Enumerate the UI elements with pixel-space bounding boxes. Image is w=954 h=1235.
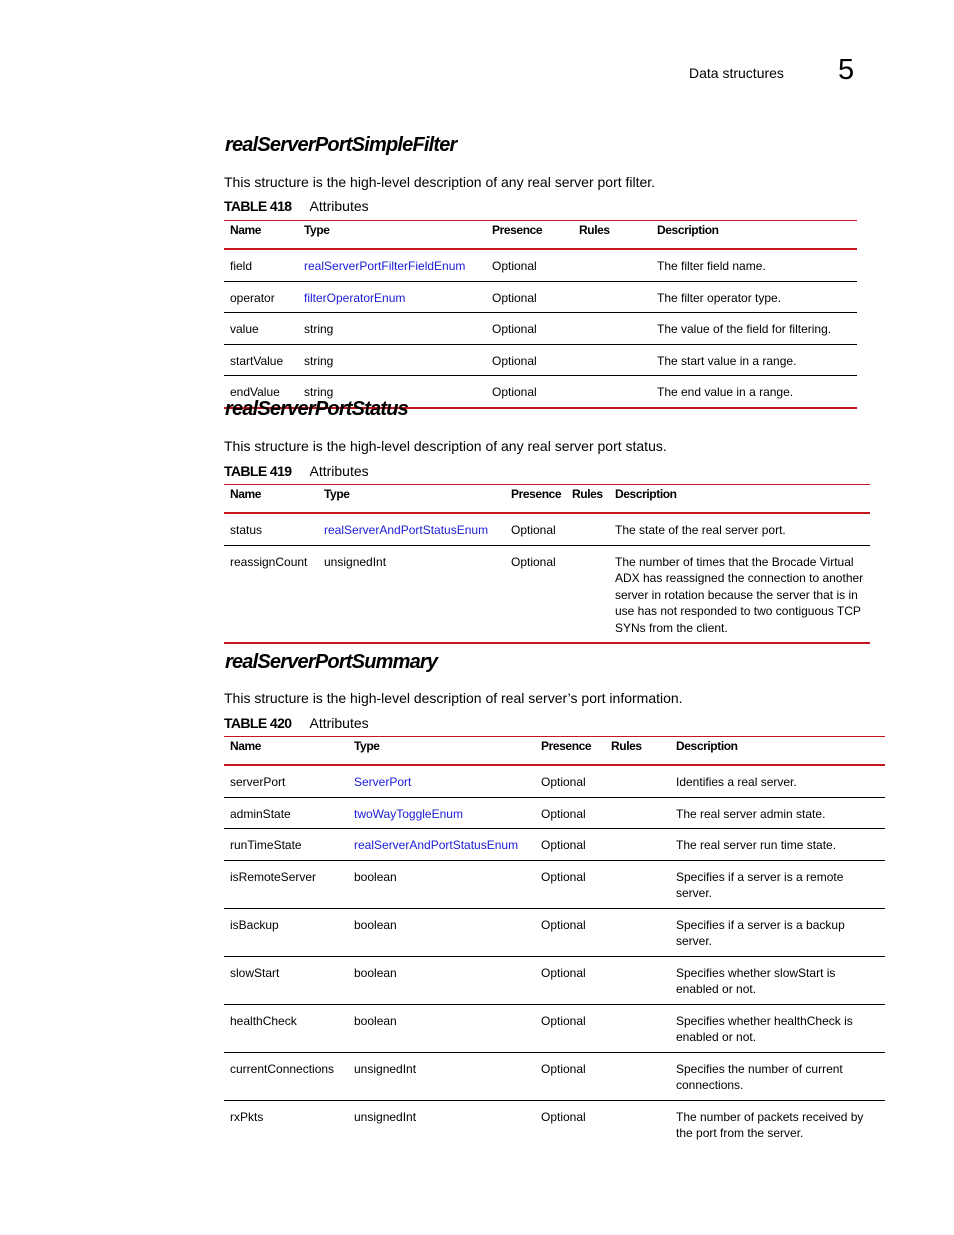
table-row (224, 1052, 885, 1100)
cell-name: value (224, 313, 298, 345)
cell-type[interactable]: ServerPort (348, 765, 535, 797)
cell-description: The end value in a range. (651, 376, 857, 408)
cell-name: field (224, 249, 298, 281)
cell-type[interactable]: filterOperatorEnum (298, 281, 486, 313)
cell-type[interactable]: realServerPortFilterFieldEnum (298, 249, 486, 281)
cell-description: The number of times that the Brocade Virtual ADX has reassigned the connection to another server in rotation because the server that is in use has not responded to two contiguous TCP SYNs from the client. (609, 545, 870, 643)
column-header-name: Name (224, 221, 298, 250)
cell-presence: Optional (486, 376, 573, 408)
table-row (224, 344, 857, 376)
cell-description: Specifies if a server is a remote server. (670, 860, 885, 908)
cell-presence: Optional (535, 829, 605, 861)
cell-type[interactable]: realServerAndPortStatusEnum (318, 513, 505, 545)
cell-presence: Optional (535, 1004, 605, 1052)
cell-name: startValue (224, 344, 298, 376)
cell-rules (605, 1100, 670, 1148)
column-header-type: Type (348, 737, 535, 766)
table-row (224, 956, 885, 1004)
cell-type[interactable]: realServerAndPortStatusEnum (348, 829, 535, 861)
cell-rules (573, 249, 651, 281)
cell-type: string (298, 313, 486, 345)
cell-presence: Optional (535, 765, 605, 797)
cell-rules (573, 281, 651, 313)
chapter-number: 5 (838, 54, 855, 86)
column-header-type: Type (298, 221, 486, 250)
cell-presence: Optional (486, 281, 573, 313)
cell-rules (605, 860, 670, 908)
cell-type: unsignedInt (348, 1052, 535, 1100)
cell-name: adminState (224, 797, 348, 829)
cell-name: slowStart (224, 956, 348, 1004)
column-header-name: Name (224, 485, 318, 514)
cell-description: The state of the real server port. (609, 513, 870, 545)
column-header-rules: Rules (566, 485, 609, 514)
cell-rules (605, 908, 670, 956)
cell-rules (605, 1004, 670, 1052)
cell-name: isRemoteServer (224, 860, 348, 908)
attributes-table (224, 220, 857, 409)
table-row (224, 281, 857, 313)
cell-description: Specifies whether slowStart is enabled or not. (670, 956, 885, 1004)
table-number: TABLE 418 (224, 198, 292, 214)
cell-presence: Optional (535, 1052, 605, 1100)
cell-name: runTimeState (224, 829, 348, 861)
cell-presence: Optional (535, 797, 605, 829)
column-header-rules: Rules (605, 737, 670, 766)
cell-name: rxPkts (230, 1109, 264, 1124)
section-title: realServerPortStatus (225, 398, 408, 420)
cell-type: unsignedInt (318, 545, 505, 643)
cell-description: Specifies whether healthCheck is enabled or not. (670, 1004, 885, 1052)
cell-name: operator (224, 281, 298, 313)
cell-description: The value of the field for filtering. (651, 313, 857, 345)
section-title: realServerPortSimpleFilter (225, 134, 457, 156)
cell-description: Specifies if a server is a backup server. (670, 908, 885, 956)
column-header-presence: Presence (505, 485, 566, 514)
column-header-presence: Presence (486, 221, 573, 250)
table-row (224, 545, 870, 643)
cell-rules (573, 344, 651, 376)
cell-presence: Optional (486, 344, 573, 376)
cell-type: string (298, 376, 486, 408)
cell-name: endValue (224, 376, 298, 408)
table-row (224, 860, 885, 908)
cell-name: healthCheck (224, 1004, 348, 1052)
cell-type: boolean (348, 956, 535, 1004)
cell-name: status (224, 513, 318, 545)
cell-type: boolean (348, 1004, 535, 1052)
column-header-type: Type (318, 485, 505, 514)
table-header-row (224, 737, 885, 766)
cell-name: currentConnections (224, 1052, 348, 1100)
table-row (224, 513, 870, 545)
cell-presence: Optional (535, 956, 605, 1004)
cell-rules (605, 765, 670, 797)
column-header-description: Description (670, 737, 885, 766)
table-number: TABLE 420 (224, 715, 292, 731)
table-row (224, 765, 885, 797)
cell-type: boolean (348, 908, 535, 956)
column-header-description: Description (609, 485, 870, 514)
cell-type: unsignedInt (354, 1109, 417, 1124)
table-caption (224, 463, 369, 479)
cell-rules (605, 1052, 670, 1100)
table-number: TABLE 419 (224, 463, 292, 479)
cell-type: string (298, 344, 486, 376)
table-row (224, 1004, 885, 1052)
cell-presence: Optional (505, 545, 566, 643)
cell-description: The real server admin state. (670, 797, 885, 829)
table-row (224, 249, 857, 281)
cell-name: reassignCount (224, 545, 318, 643)
cell-rules (605, 956, 670, 1004)
cell-presence: Optional (535, 908, 605, 956)
cell-presence: Optional (486, 249, 573, 281)
cell-type: boolean (348, 860, 535, 908)
column-header-description: Description (651, 221, 857, 250)
cell-description: The filter field name. (651, 249, 857, 281)
cell-name: isBackup (224, 908, 348, 956)
cell-description: The real server run time state. (670, 829, 885, 861)
cell-presence: Optional (505, 513, 566, 545)
cell-name: serverPort (224, 765, 348, 797)
cell-rules (573, 313, 651, 345)
table-row (224, 797, 885, 829)
cell-presence: Optional (541, 1109, 586, 1124)
table-header-row (224, 485, 870, 514)
cell-rules (566, 513, 609, 545)
cell-description: Identifies a real server. (670, 765, 885, 797)
cell-rules (605, 797, 670, 829)
cell-type[interactable]: twoWayToggleEnum (348, 797, 535, 829)
table-row (224, 1100, 885, 1148)
column-header-presence: Presence (535, 737, 605, 766)
attributes-table (224, 484, 870, 644)
table-header-row (224, 221, 857, 250)
table-caption-text: Attributes (309, 198, 369, 214)
table-row (224, 313, 857, 345)
table-caption (224, 715, 369, 731)
table-caption-text: Attributes (309, 463, 369, 479)
section-intro: This structure is the high-level description of any real server port filter. (224, 174, 656, 190)
header-section-label: Data structures (689, 65, 784, 81)
table-caption-text: Attributes (309, 715, 369, 731)
column-header-name: Name (224, 737, 348, 766)
table-row (224, 829, 885, 861)
section-intro: This structure is the high-level description of any real server port status. (224, 438, 667, 454)
cell-presence: Optional (535, 860, 605, 908)
cell-rules (566, 545, 609, 643)
cell-description: The number of packets received by the port from the server. (676, 1109, 864, 1140)
section-intro: This structure is the high-level description of real server’s port information. (224, 690, 683, 706)
table-caption (224, 198, 369, 214)
column-header-rules: Rules (573, 221, 651, 250)
section-title: realServerPortSummary (225, 651, 438, 673)
cell-rules (573, 376, 651, 408)
cell-presence: Optional (486, 313, 573, 345)
cell-description: The start value in a range. (651, 344, 857, 376)
table-row (224, 908, 885, 956)
cell-description: Specifies the number of current connections. (670, 1052, 885, 1100)
attributes-table (224, 736, 885, 1148)
cell-description: The filter operator type. (651, 281, 857, 313)
cell-rules (605, 829, 670, 861)
